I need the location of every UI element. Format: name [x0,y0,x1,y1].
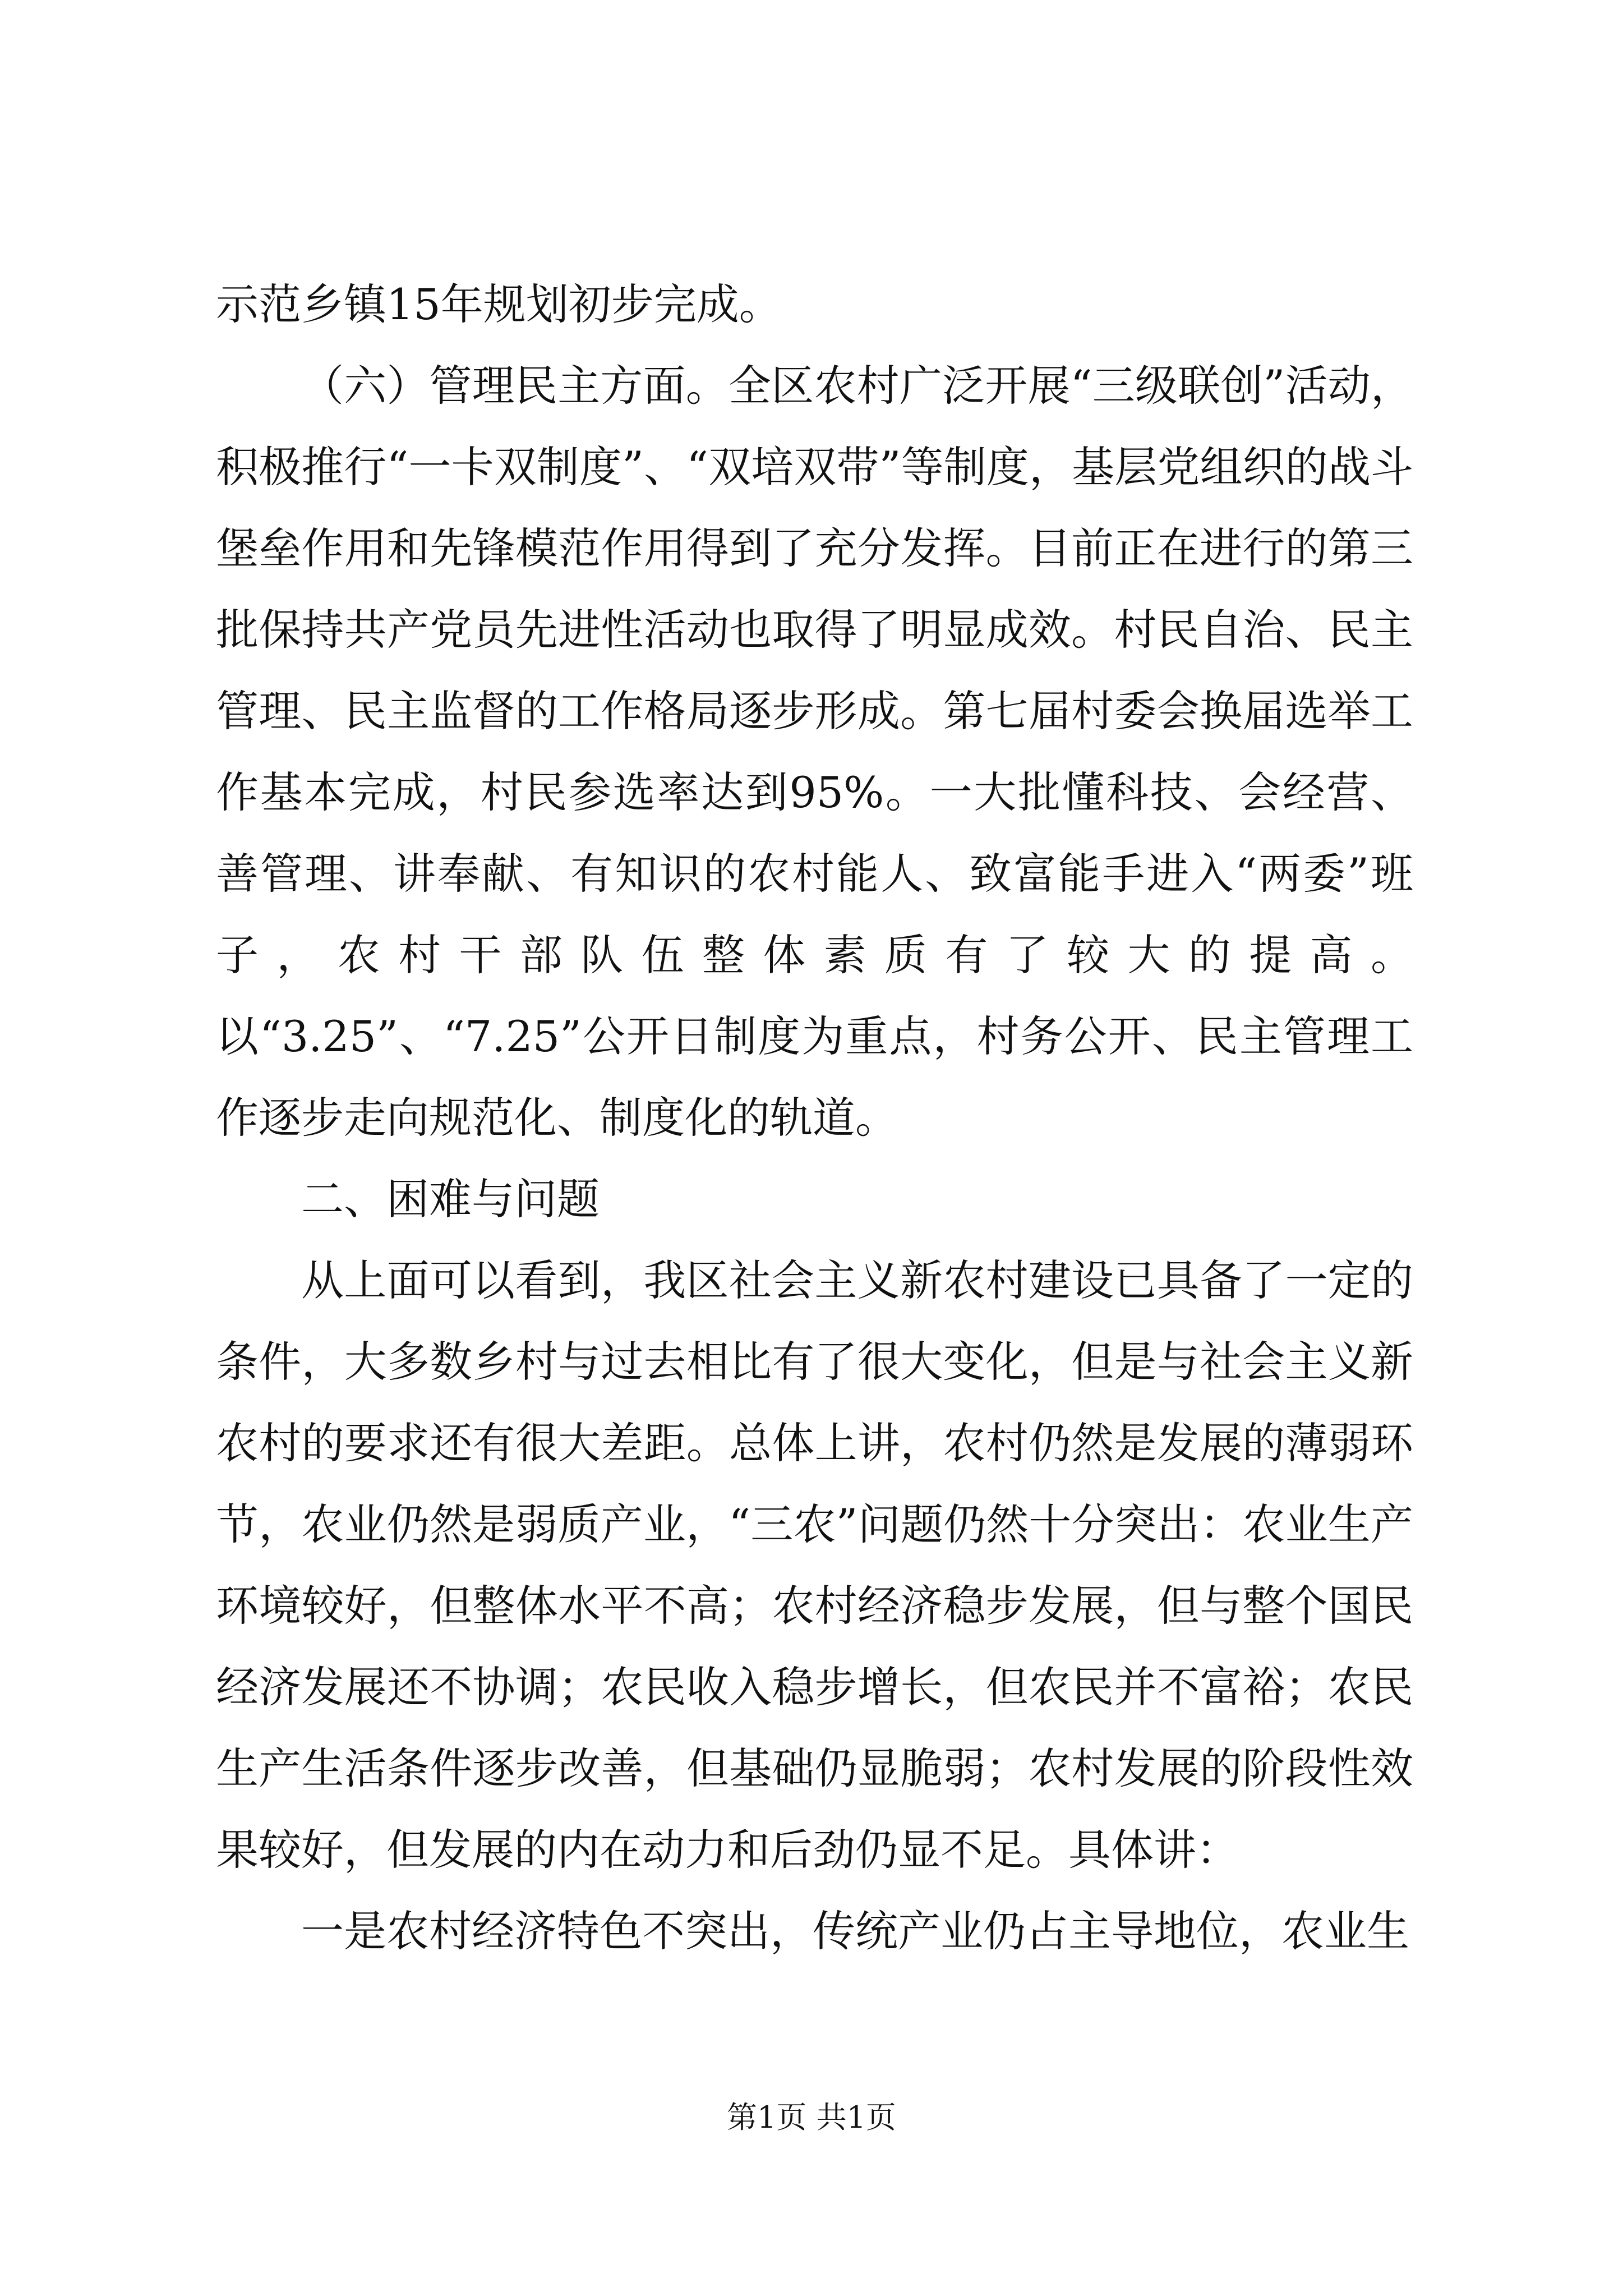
section-heading-difficulties: 二、困难与问题 [301,1174,600,1224]
document-body [216,264,1413,1972]
page-footer: 第1页 共1页 [727,2100,896,2135]
paragraph-overview-problems: 从上面可以看到，我区社会主义新农村建设已具备了一定的条件，大多数乡村与过去相比有了很大变化，但是与社会主义新农村的要求还有很大差距。总体上讲，农村仍然是发展的薄弱环节，农业仍然是弱质产业，“三农”问题仍然十分突出：农业生产环境较好，但整体水平不高；农村经济稳步发展，但与整个国民经济发展还不协调；农民收入稳步增长，但农民并不富裕；农民生产生活条件逐步改善，但基础仍显脆弱；农村发展的阶段性效果较好，但发展的内在动力和后劲仍显不足。具体讲： [216,1255,1413,1875]
paragraph-first-point: 一是农村经济特色不突出，传统产业仍占主导地位，农业生 [301,1906,1409,1956]
paragraph-management-democracy: （六）管理民主方面。全区农村广泛开展“三级联创”活动，积极推行“一卡双制度”、“双培双带”等制度，基层党组织的战斗堡垒作用和先锋模范作用得到了充分发挥。目前正在进行的第三批保持共产党员先进性活动也取得了明显成效。村民自治、民主管理、民主监督的工作格局逐步形成。第七届村委会换届选举工作基本完成，村民参选率达到95%。一大批懂科技、会经营、善管理、讲奉献、有知识的农村能人、致富能手进入“两委”班子，农村干部队伍整体素质有了较大的提高。以“3.25”、“7.25”公开日制度为重点，村务公开、民主管理工作逐步走向规范化、制度化的轨道。 [216,361,1413,1143]
paragraph-continuation: 示范乡镇15年规划初步完成。 [216,279,782,329]
